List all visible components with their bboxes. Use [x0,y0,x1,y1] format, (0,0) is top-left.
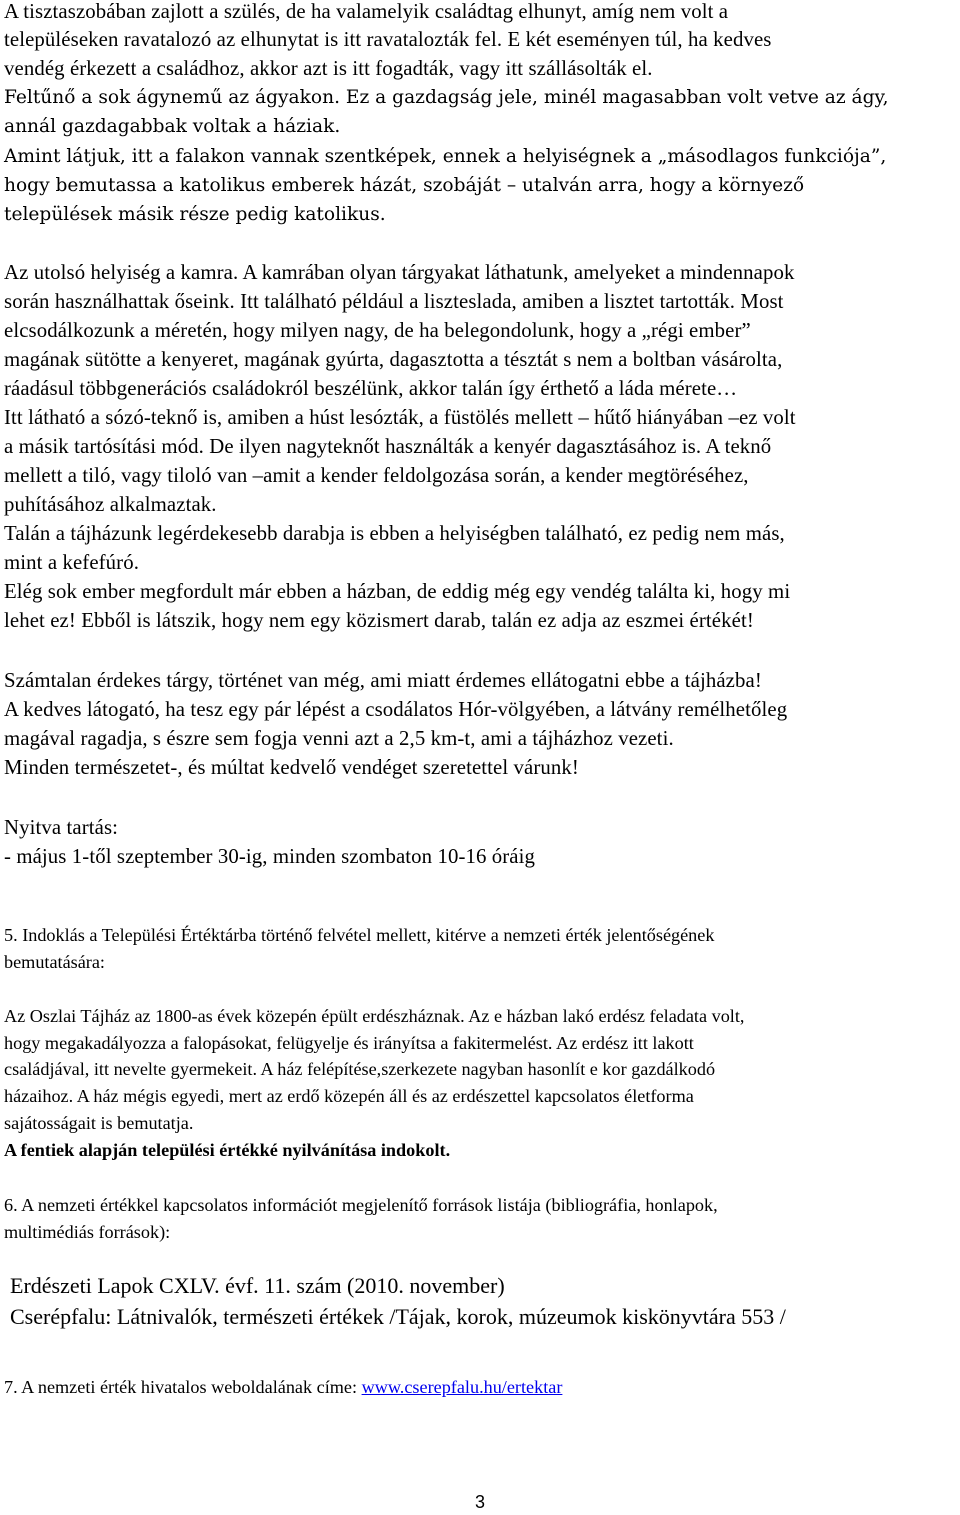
text-line: annál gazdagabbak voltak a háziak. [4,116,341,137]
text-line: lehet ez! Ebből is látszik, hogy nem egy közismert darab, talán ez adja az eszmei értékét! [4,609,754,632]
text-line: Az utolsó helyiség a kamra. A kamrában olyan tárgyakat láthatunk, amelyeket a mindennapok [4,261,795,284]
text-line: Elég sok ember megfordult már ebben a házban, de eddig még egy vendég találta ki, hogy mi [4,580,791,603]
section-heading: bemutatására: [4,952,105,972]
text-line: Feltűnő a sok ágynemű az ágyakon. Ez a gazdagság jele, minél magasabban volt vetve az ágy, [4,87,889,108]
text-line: magával ragadja, s észre sem fogja venni azt a 2,5 km-t, ami a tájházhoz vezeti. [4,727,674,750]
text-line: A tisztaszobában zajlott a szülés, de ha valamelyik családtag elhunyt, amíg nem volt a [4,0,729,23]
section-heading: multimédiás források): [4,1222,171,1242]
text-line: Az Oszlai Tájház az 1800-as évek közepén épült erdészháznak. Az e házban lakó erdész feladata volt, [4,1006,745,1026]
text-line: hogy megakadályozza a falopásokat, felügyelje és irányítsa a fakitermelést. Az erdész itt lakott [4,1033,694,1053]
text-line: Számtalan érdekes tárgy, történet van még, ami miatt érdemes ellátogatni ebbe a tájházba! [4,669,762,692]
text-line: a másik tartósítási mód. De ilyen nagyteknőt használták a kenyér dagasztásához is. A teknő [4,435,772,458]
text-line: során használhattak őseink. Itt található például a liszteslada, amiben a lisztet tartották. Most [4,290,784,313]
website-line [4,1375,562,1399]
source-item: Cserépfalu: Látnivalók, természeti értékek /Tájak, korok, múzeumok kiskönyvtára 553 / [10,1304,786,1329]
website-link[interactable]: www.cserepfalu.hu/ertektar [361,1377,563,1397]
text-line: ráadásul többgenerációs családokról beszélünk, akkor talán így érthető a láda mérete… [4,377,738,400]
section-heading: 5. Indoklás a Települési Értéktárba történő felvétel mellett, kitérve a nemzeti érték jelentőségének [4,925,715,945]
text-line: mint a kefefúró. [4,551,139,574]
text-line: puhításához alkalmaztak. [4,493,217,516]
text-line: Minden természetet-, és múltat kedvelő vendéget szeretettel várunk! [4,756,579,779]
text-line: települések másik része pedig katolikus. [4,204,386,225]
text-line: magának sütötte a kenyeret, magának gyúrta, dagasztotta a tésztát s nem a boltban vásárolta, [4,348,783,371]
text-line: hogy bemutassa a katolikus emberek házát, szobáját – utalván arra, hogy a környező [4,175,805,196]
text-line: Talán a tájházunk legérdekesebb darabja is ebben a helyiségben található, ez pedig nem más, [4,522,785,545]
opening-hours: - május 1-től szeptember 30-ig, minden szombaton 10-16 óráig [4,845,535,868]
text-line: elcsodálkozunk a méretén, hogy milyen nagy, de ha belegondolunk, hogy a „régi ember” [4,319,751,342]
text-line: Itt látható a sózó-teknő is, amiben a húst lesózták, a füstölés mellett – hűtő hiányában –ez volt [4,406,796,429]
website-label: 7. A nemzeti érték hivatalos weboldalának címe: [4,1377,358,1397]
text-line: mellett a tiló, vagy tiloló van –amit a kender feldolgozása során, a kender megtöréséhez, [4,464,749,487]
text-line: Amint látjuk, itt a falakon vannak szentképek, ennek a helyiségnek a „másodlagos funkciója”, [4,146,887,167]
page-number: 3 [475,1492,486,1512]
conclusion-text: A fentiek alapján települési értékké nyilvánítása indokolt. [4,1140,451,1160]
text-line: házaihoz. A ház mégis egyedi, mert az erdő közepén áll és az erdészettel kapcsolatos életforma [4,1086,694,1106]
text-line: vendég érkezett a családhoz, akkor azt is itt fogadták, vagy itt szállásolták el. [4,57,653,80]
text-line: A kedves látogató, ha tesz egy pár lépést a csodálatos Hór-völgyében, a látvány remélhetőleg [4,698,788,721]
text-line: sajátosságait is bemutatja. [4,1113,194,1133]
source-item: Erdészeti Lapok CXLV. évf. 11. szám (2010. november) [10,1273,505,1298]
section-heading: 6. A nemzeti értékkel kapcsolatos információt megjelenítő források listája (bibliográfia, honlapok, [4,1195,718,1215]
text-line: családjával, itt nevelte gyermekeit. A ház felépítése,szerkezete nagyban hasonlít e kor gazdálkodó [4,1059,716,1079]
opening-hours-title: Nyitva tartás: [4,816,119,839]
text-line: településeken ravatalozó az elhunytat is itt ravatalozták fel. E két eseményen túl, ha kedves [4,28,772,51]
